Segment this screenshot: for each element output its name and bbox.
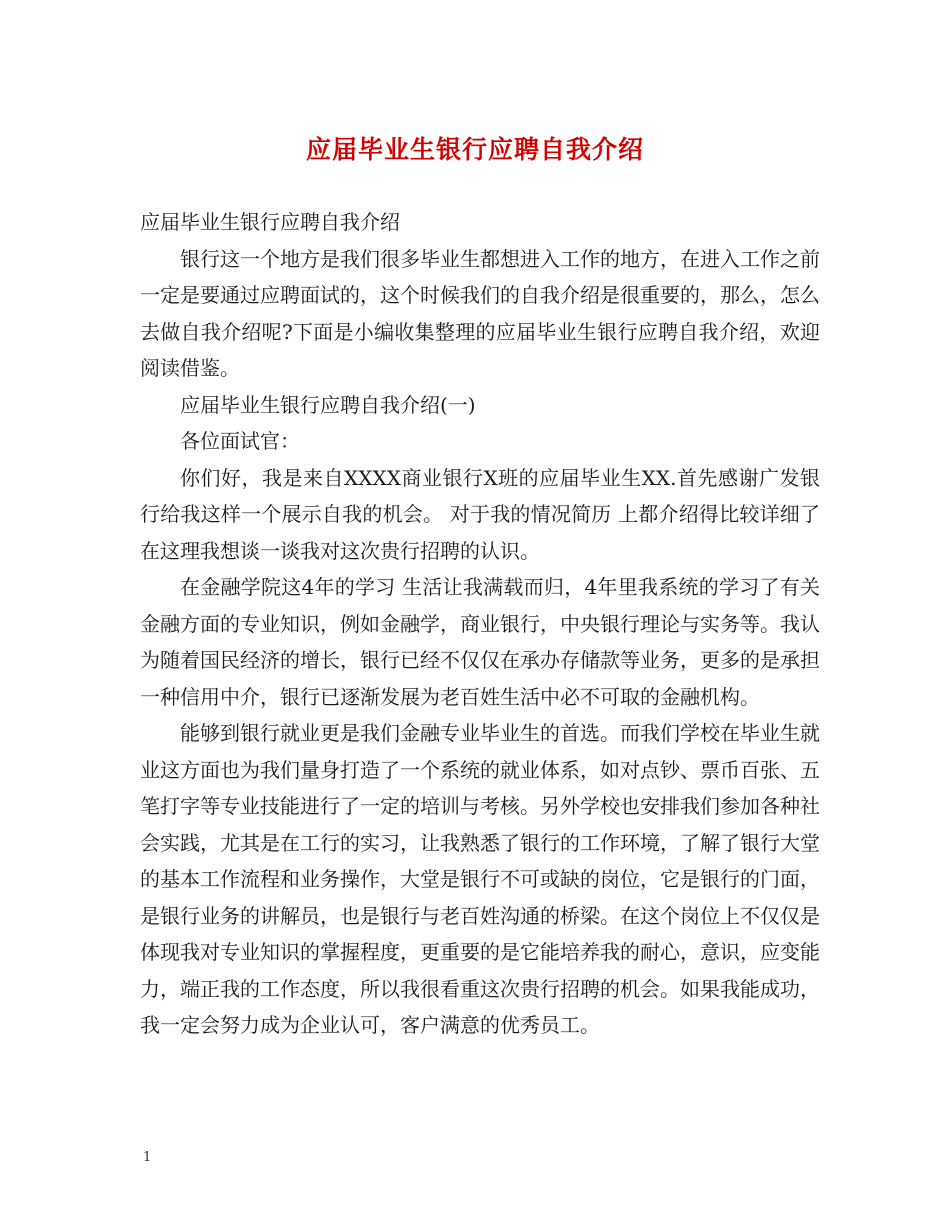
- paragraph-intro: 银行这一个地方是我们很多毕业生都想进入工作的地方，在进入工作之前一定是要通过应聘面试的，这个时候我们的自我介绍是很重要的，那么，怎么去做自我介绍呢?下面是小编收集整理的应届毕业生银行应聘自我介绍，欢迎阅读借鉴。: [140, 246, 820, 380]
- paragraph-greeting: 你们好，我是来自XXXX商业银行X班的应届毕业生XX.首先感谢广发银行给我这样一个展示自我的机会。 对于我的情况简历 上都介绍得比较详细了在这理我想谈一谈我对这次贵行招聘的认识。: [140, 465, 820, 563]
- paragraph-heading: 应届毕业生银行应聘自我介绍: [140, 210, 400, 234]
- document-body: [140, 204, 820, 1044]
- page-number: 1: [143, 1150, 152, 1165]
- section-heading-one: 应届毕业生银行应聘自我介绍(一): [180, 392, 476, 417]
- paragraph-employment: 能够到银行就业更是我们金融专业毕业生的首选。而我们学校在毕业生就业这方面也为我们量身打造了一个系统的就业体系，如对点钞、票币百张、五笔打字等专业技能进行了一定的培训与考核。另外学校也安排我们参加各种社会实践，尤其是在工行的实习，让我熟悉了银行的工作环境，了解了银行大堂的基本工作流程和业务操作，大堂是银行不可或缺的岗位，它是银行的门面，是银行业务的讲解员，也是银行与老百姓沟通的桥梁。在这个岗位上不仅仅是体现我对专业知识的掌握程度，更重要的是它能培养我的耐心，意识，应变能力，端正我的工作态度，所以我很看重这次贵行招聘的机会。如果我能成功，我一定会努力成为企业认可，客户满意的优秀员工。: [140, 721, 820, 1037]
- paragraph-study: 在金融学院这4年的学习 生活让我满载而归，4年里我系统的学习了有关金融方面的专业知识，例如金融学，商业银行，中央银行理论与实务等。我认为随着国民经济的增长，银行已经不仅仅在承办存储款等业务，更多的是承担一种信用中介，银行已逐渐发展为老百姓生活中必不可取的金融机构。: [140, 575, 820, 709]
- paragraph-salutation: 各位面试官：: [180, 429, 300, 453]
- document-title: 应届毕业生银行应聘自我介绍: [305, 135, 644, 164]
